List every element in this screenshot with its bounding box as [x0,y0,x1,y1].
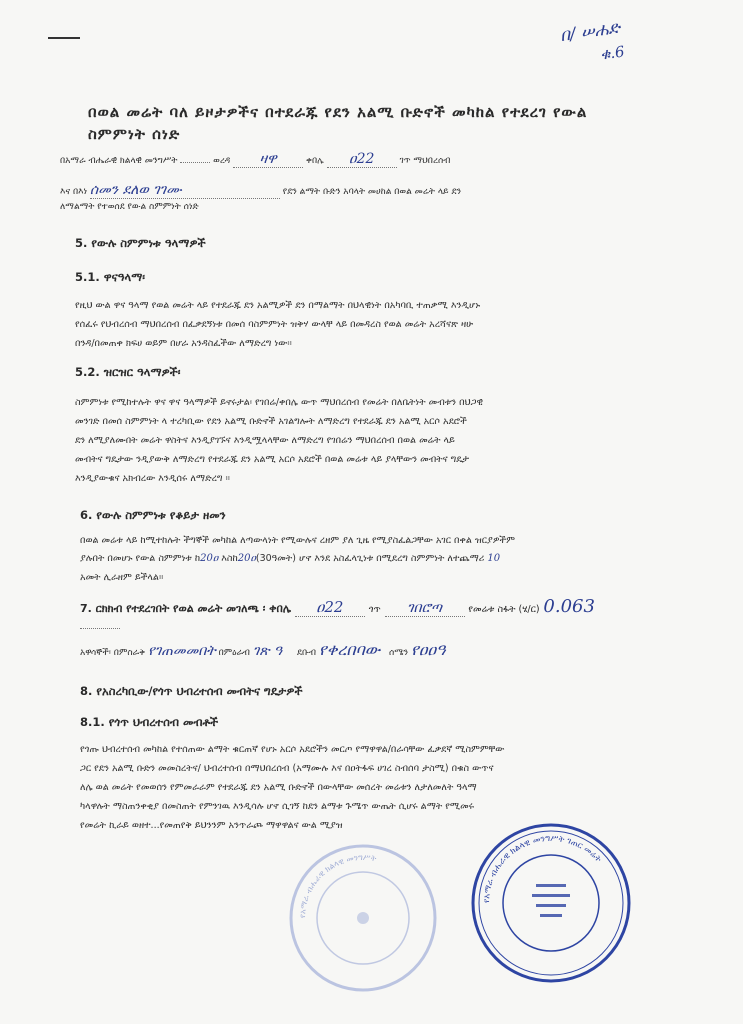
west-neighbor-value: ገጽ ዓ [252,643,283,659]
north-neighbor-value: የቀረበባው [318,640,381,659]
section-5-1-line: የዚህ ውል ዋና ዓላማ የወል መሬት ላይ የተደራጁ ደን አልሚዎች ደን በማልማት በህላዊነት በአካባቢ ተጠቃሚ እንዲሆኑ [75,300,481,311]
handwritten-note-line2: ቁ.6 [598,42,626,64]
section-5-heading: 5. የውሉ ስምምነቱ ዓላማዎች [75,236,206,250]
section-5-2-heading: 5.2. ዝርዝር ዓላማዎች፡ [75,365,181,379]
section-6-line3: አመት ሊራዘም ይችላል። [80,572,164,583]
left-official-stamp [283,838,443,998]
section-5-2-line: መንገድ በመሰ ስምምነት ላ ተረካቢው የደን አልሚ ቡድኖች አገልግሎት ለማድረግ የተደራጁ ደን አልሚ አርሶ አደሮች [75,416,467,427]
section-7-underline [80,628,120,629]
section-8-heading: 8. የአስረካቢው/የጎጥ ህብረተሰብ መብትና ግዴታዎች [80,684,303,698]
corner-mark [48,37,80,39]
right-official-stamp [466,818,636,988]
section-7-kebele-value: ዐ22 [295,598,365,617]
group-leader-value: ሰመን ደለወ ገገሙ [90,182,280,199]
intro-line1: በአማራ ብሔራዊ ክልላዊ መንግሥት ወረዳ ዛዋ ቀበሌ ዐ22 ገጥ ማህበረሰብ [60,151,451,167]
section-5-2-line: ደን ለሚያለሙበት መሬት ዋስትና እንዲያገኙና እንዲሟላላቸው ለማድረግ የገበሬን ማህበረሰብ በወል መሬት ላይ [75,435,455,446]
intro-line2: እና በእነ ሰመን ደለወ ገገሙ የደን ልማት ቡድን አባላት መሀከል በወል መሬት ላይ ደን [60,182,462,198]
document-title-line1: በወል መሬት ባለ ይዞታዎችና በተደራጁ የደን አልሚ ቡድኖች መካከል የተደረገ የውል [88,103,588,121]
section-5-2-line: መብትና ግዴታው ንዲያውቅ ለማድረግ የተደራጁ ደን አልሚ አርሶ አደሮች በወል መሬቱ ላይ ያላቸውን መብትና ግዴታ [75,454,470,465]
south-neighbor-value: የዐዐዓ [411,640,446,659]
east-neighbor-value: የገጠመመበት [148,643,216,659]
document-title-line2: ስምምነት ሰነድ [88,125,181,143]
section-8-1-line: ጋር የደን አልሚ ቡድን መመስረትና/ ህብረተሰብ በማህበረሰብ (አማሙሉ እና በዐትፋፍ ሀገረ ስብሰባ ታስሚ) በቁስ ውጥና [80,763,494,774]
intro-line3: ለማልማት የተወሰደ የውል ስምምነት ሰነድ [60,202,199,212]
section-5-2-line: እንዲያውቁና አክብረው እንዲሰሩ ለማድረግ ። [75,473,230,484]
section-5-1-heading: 5.1. ዋናዓላማ፡ [75,270,146,284]
section-8-1-heading: 8.1. የጎጥ ህብረተሰብ መብቶች [80,715,219,729]
section-6-line1: በወል መሬቱ ላይ ከሚተከሉት ችግኞች መካከል ለጣውላነት የሚውሉና ረዘም ያለ ጊዜ የሚያስፈልጋቸው አገር በቀል ዝርያዎችም [80,535,515,546]
right-stamp-text: የአማራ ብሔራዊ ክልላዊ መንግሥት ገጠር መሬት [481,833,604,904]
section-7-line2: አዋሳኞች፡ በምስራቅ የገጠመመበት በምዕራብ ገጽ ዓ ደቡብ የቀረበባው ሰሜን የዐዐዓ [80,640,446,659]
section-6-heading: 6. የውሉ ስምምነቱ የቆይታ ዘመን [80,508,226,522]
section-8-1-line: የጎጡ ህብረተሰብ መካከል የተሰጠው ልማት ቁርጠኛ የሆኑ አርሶ አደሮችን መርጦ የማዋዋል/በራሳቸው ፈቃደኛ ሚስምምቸው [80,744,505,755]
woreda-value: ዛዋ [233,151,303,168]
left-stamp-text: የአማራ ብሔራዊ ክልላዊ መንግሥት [297,852,377,919]
section-8-1-line: የመሬት ኪራይ ወዘተ...የመጠየቅ ይህንንም አንጥራጮ ማዋዋልና ውል ሚያዝ [80,820,343,831]
section-5-1-line: የሰፈሩ የህብረሰብ ማህበረሰብ በፈቃደኝነቱ በመሰ ባስምምነት ዝቅሃ ውላቸ ላይ በመዳረስ የወል መሬት አረሻናጽ ዛሁ [75,319,474,330]
section-5-2-line: ስምምነቱ የሚከተሉት ዋና ዋና ዓላማዎች ይኖሩታል፡ የገበሬ/ቀበሌ ውጥ ማህበረሰብ የመሬት በለቤትነት መብቱን በህጋዊ [75,397,484,408]
section-5-1-line: በንዳ/በመጠቀ ክፍሀ ወይም በሆራ አንዳስፈችው ለማድረግ ነው። [75,338,292,349]
handwritten-note-line1: በ/ ሠሐድ [558,17,622,47]
section-8-1-line: ለሌ ወል መሬት የመወሰን የምመራራም የተደራጁ ደን አልሚ ቡድኖች በውላቸው መሰረት መሬቱን ለታለመለት ዓላማ [80,782,477,793]
section-7-area-value: 0.063 [543,596,595,617]
kebele-value: ዐ22 [327,151,397,168]
section-6-line2: ያሉበት በመሆኑ የውል ስምምነቱ ከ20ዐ እስከ20ዐ(30ዓመት) ሆኖ እንደ አስፈላጊነቱ በሚደረግ ስምምነት ለተጨማሪ 10 [80,553,501,564]
section-8-1-line: ካላዋሉት ማስጠንቀቂያ በመስጠት የምንገዉ እንዲሳሉ ሆኖ ሲገኝ ከደን ልማቱ ጉሜጥ ውጤት ሲሆሩ ልማት የሚመሩ [80,801,475,812]
section-7-got-value: ገበሮጣ [385,600,465,617]
section-7-line1: 7. ርክክብ የተደረገበት የወል መሬት መገለጫ ፡ ቀበሌ ዐ22 ጎጥ ገበሮጣ የመሬቱ ስፋት (ሄ/ር) 0.063 [80,596,595,617]
svg-text:የአማራ ብሔራዊ ክልላዊ መንግሥት [298,853,378,918]
